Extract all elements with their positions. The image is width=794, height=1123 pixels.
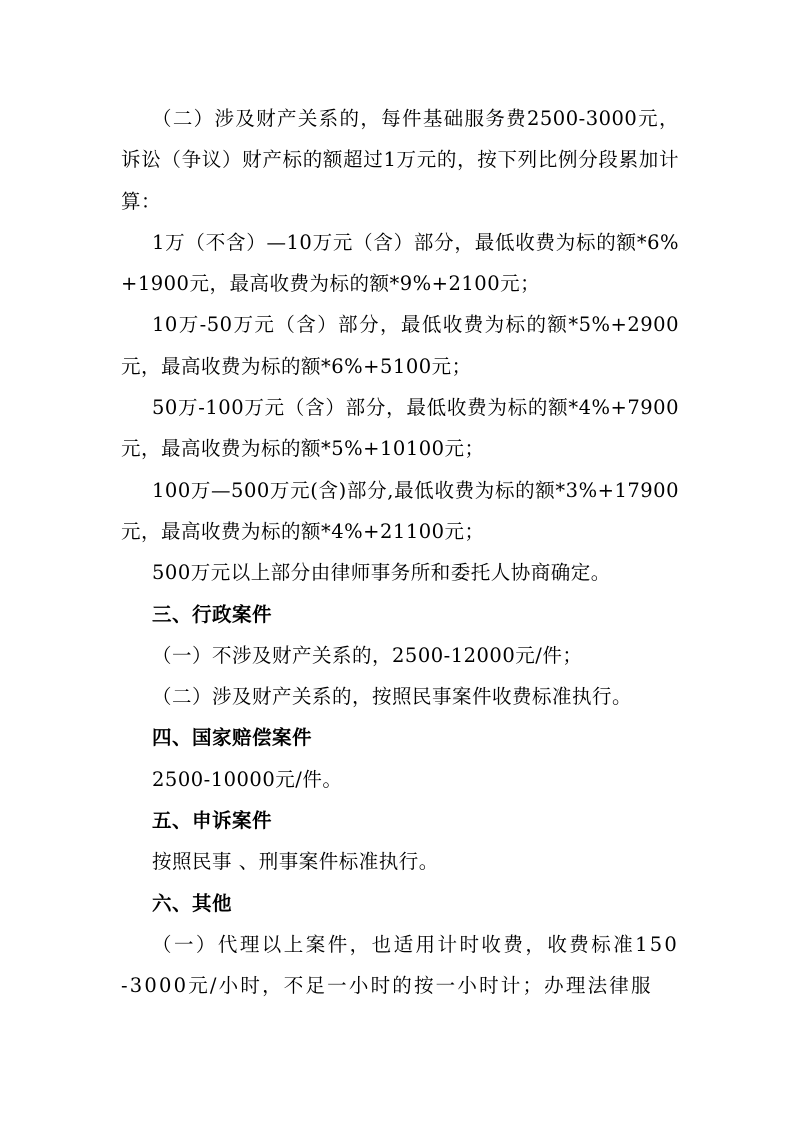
paragraph-admin-with-property: （二）涉及财产关系的，按照民事案件收费标准执行。 xyxy=(152,685,633,709)
paragraph-tier-1w-10w: 1万（不含）—10万元（含）部分，最低收费为标的额*6%+1900元，最高收费为标的额*9%+2100元； xyxy=(121,230,679,296)
section-heading-administrative-cases: 三、行政案件 xyxy=(152,602,273,626)
paragraph-appeal-standard: 按照民事 、刑事案件标准执行。 xyxy=(152,850,439,874)
document-body xyxy=(121,98,679,1007)
section-heading-appeal-cases: 五、申诉案件 xyxy=(152,809,273,833)
paragraph-hourly-billing: （一）代理以上案件，也适用计时收费，收费标准150-3000元/小时，不足一小时的按一小时计；办理法律服 xyxy=(121,932,679,998)
paragraph-tier-100w-500w: 100万—500万元(含)部分,最低收费为标的额*3%+17900元，最高收费为标的额*4%+21100元； xyxy=(121,478,679,543)
paragraph-tier-50w-100w: 50万-100万元（含）部分，最低收费为标的额*4%+7900元，最高收费为标的额*5%+10100元； xyxy=(121,396,679,461)
paragraph-property-cases-tiered-fees: （二）涉及财产关系的，每件基础服务费2500-3000元，诉讼（争议）财产标的额超过1万元的，按下列比例分段累加计算： xyxy=(121,107,679,213)
paragraph-admin-no-property: （一）不涉及财产关系的，2500-12000元/件； xyxy=(152,643,583,667)
section-heading-state-compensation: 四、国家赔偿案件 xyxy=(152,726,313,750)
paragraph-tier-10w-50w: 10万-50万元（含）部分，最低收费为标的额*5%+2900元，最高收费为标的额*6%+5100元； xyxy=(121,313,679,378)
paragraph-state-compensation-fee: 2500-10000元/件。 xyxy=(152,767,343,791)
paragraph-tier-above-500w: 500万元以上部分由律师事务所和委托人协商确定。 xyxy=(152,561,611,585)
section-heading-other: 六、其他 xyxy=(152,891,233,915)
